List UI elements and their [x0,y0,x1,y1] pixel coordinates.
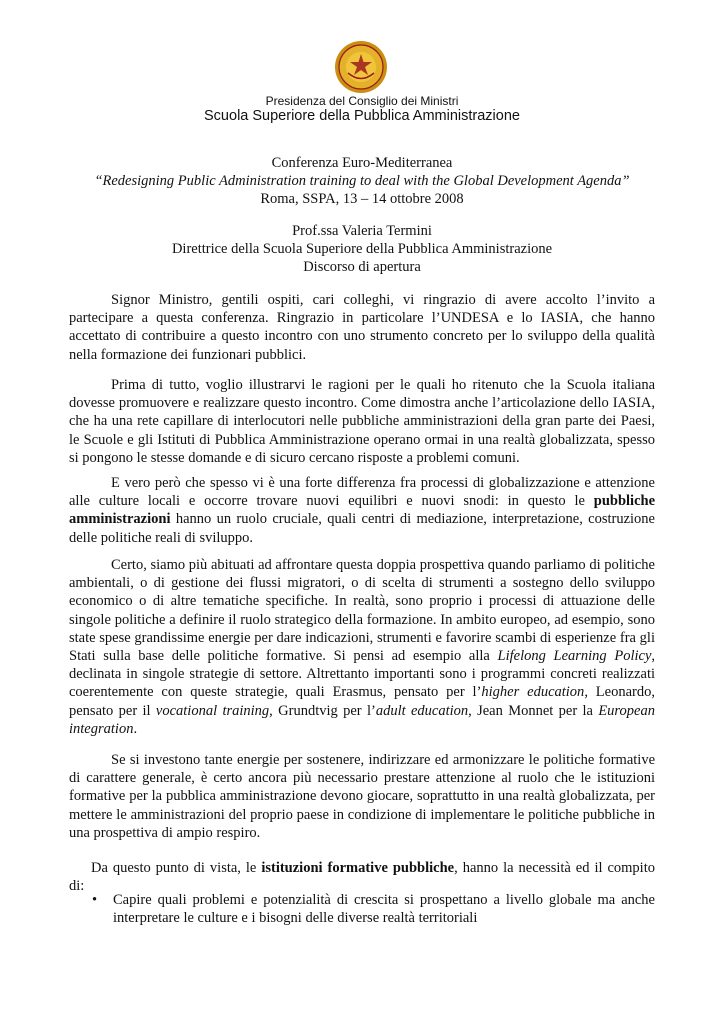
bullet-item-1: • Capire quali problemi e potenzialità di crescita si prospettano a livello globale ma anche interpretare le culture e i bisogni delle diverse realtà territoriali [92,892,655,927]
conference-name: Conferenza Euro-Mediterranea [271,155,453,171]
government-emblem-icon [334,40,388,94]
paragraph-2: Prima di tutto, voglio illustrarvi le ragioni per le quali ho ritenuto che la Scuola italiana dovesse promuovere e realizzare questo incontro. Come dimostra anche l’articolazione dello IASIA, che ha una rete capillare di interlocutori nelle pubbliche amministrazioni della gran parte dei Paesi, le Scuole e gli Istituti di Pubblica Amministrazione operano ormai in una realtà globalizzata, spesso si pongono le stesse domande e di sicuro cercano risposte a problemi comuni. [69,377,655,466]
paragraph-1: Signor Ministro, gentili ospiti, cari colleghi, vi ringrazio di avere accolto l’invito a partecipare a questa conferenza. Ringrazio in particolare l’UNDESA e lo IASIA, che hanno accettato di contribuire a questo incontro con uno strumento concreto per lo sviluppo della qualità nella formazione dei funzionari pubblici. [69,292,655,363]
paragraph-3: E vero però che spesso vi è una forte differenza fra processi di globalizzazione e attenzione alle culture locali e occorre trovare nuovi equilibri e nuovi snodi: in questo le pubbliche amministrazioni hanno un ruolo cruciale, quali centri di mediazione, interpretazione, costruzione delle politiche reali di sviluppo. [69,475,655,546]
conference-theme: “Redesigning Public Administration training to deal with the Global Development Agenda” [94,173,630,189]
presidency-heading: Presidenza del Consiglio dei Ministri [265,94,459,108]
speaker-role: Direttrice della Scuola Superiore della Pubblica Amministrazione [171,241,553,257]
paragraph-6: Da questo punto di vista, le istituzioni formative pubbliche, hanno la necessità ed il compito di: [69,860,655,895]
speech-title: Discorso di apertura [303,259,421,275]
paragraph-5: Se si investono tante energie per sostenere, indirizzare ed armonizzare le politiche formative di carattere generale, è certo ancora più necessario prestare attenzione al ruolo che le istituzioni formative per la pubblica amministrazione devono giocare, soprattutto in una realtà globalizzata, per mettere le amministrazioni del proprio paese in condizione di implementare le politiche pubbliche in una prospettiva di ampio respiro. [69,752,655,841]
school-heading: Scuola Superiore della Pubblica Amministrazione [204,108,520,124]
conference-place-date: Roma, SSPA, 13 – 14 ottobre 2008 [260,191,464,207]
paragraph-4: Certo, siamo più abituati ad affrontare questa doppia prospettiva quando parliamo di politiche ambientali, o di gestione dei flussi migratori, o di scelta di strumenti a sostegno dello sviluppo economico o di altre tematiche specifiche. In realtà, sono proprio i processi di attuazione delle singole politiche a definire il ruolo strategico della formazione. In ambito europeo, ad esempio, sono state spese grandissime energie per dare indicazioni, strumenti e favorire scambi di esperienze fra gli Stati sulla base delle politiche formative. Si pensi ad esempio alla Lifelong Learning Policy, declinata in singole strategie di settore. Altrettanto importanti sono i programmi concreti realizzati coerentemente con queste strategie, quali Erasmus, pensato per l’higher education, Leonardo, pensato per il vocational training, Grundtvig per l’adult education, Jean Monnet per la European integration. [69,557,655,737]
bullet-icon: • [92,892,98,908]
speaker-name: Prof.ssa Valeria Termini [292,223,432,239]
